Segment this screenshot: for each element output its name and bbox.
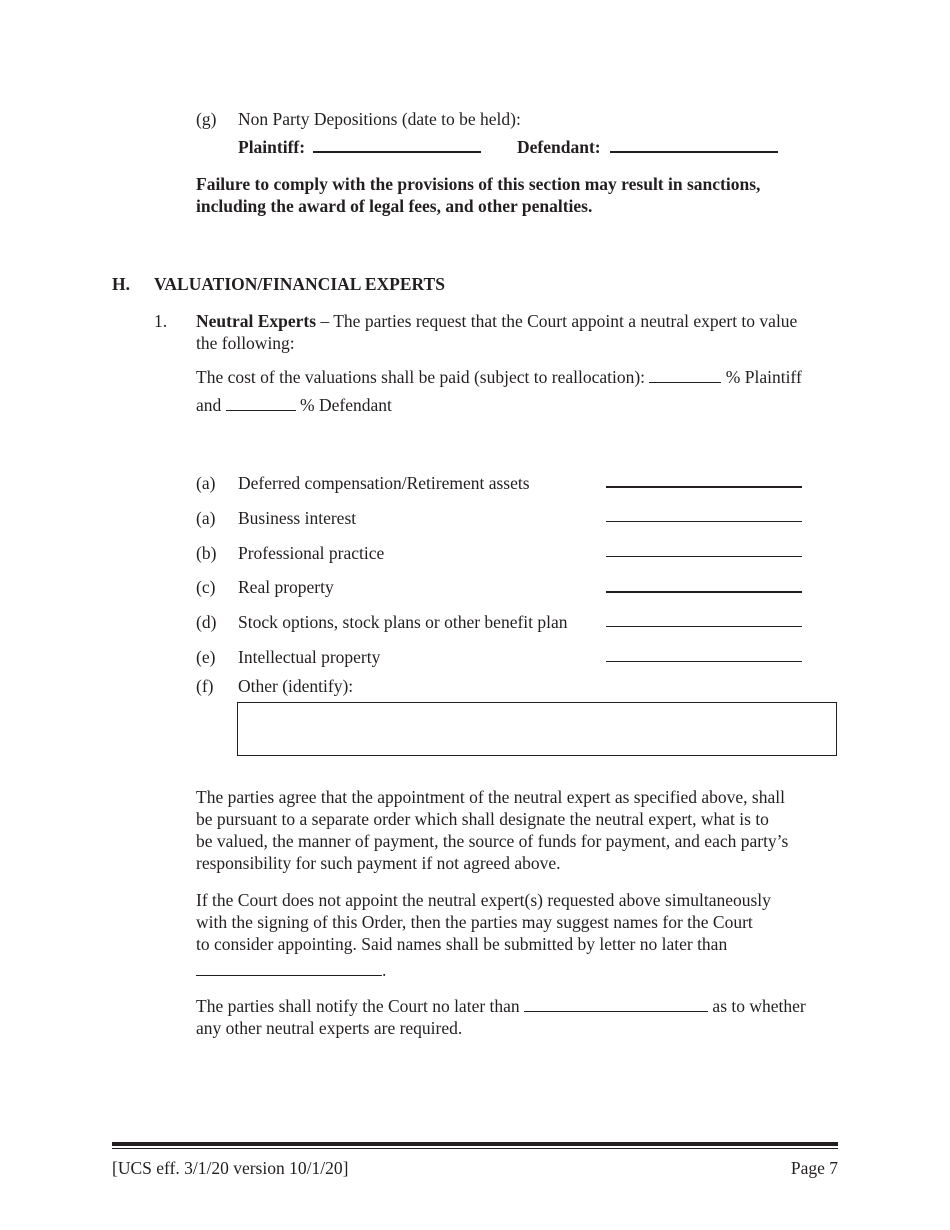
asset-field-intellectual-property[interactable] [606,661,802,662]
defendant-percent-field[interactable] [226,395,296,411]
notify-deadline-field[interactable] [524,996,708,1012]
agree-line: The parties agree that the appointment of the neutral expert as specified above, shall [196,787,785,807]
asset-field-business-interest[interactable] [606,521,802,522]
section-g-label: (g) [196,109,217,129]
plaintiff-percent-field[interactable] [649,367,721,383]
footer-rule-thin [112,1148,838,1149]
section-h-letter: H. [112,274,130,294]
agree-line: be valued, the manner of payment, the source of funds for payment, and each party’s [196,831,789,851]
asset-text-deferred-compensation: Deferred compensation/Retirement assets [238,473,530,493]
asset-text-other: Other (identify): [238,676,354,696]
neutral-experts-line1 [196,310,797,332]
cost-text: The cost of the valuations shall be paid (subject to reallocation): [196,367,646,387]
defendant-label: Defendant: [517,137,601,157]
cost-plaintiff-text: % Plaintiff [725,367,802,387]
asset-field-real-property[interactable] [606,591,802,593]
appoint-deadline-row [196,959,386,981]
asset-label: (a) [196,473,216,493]
asset-field-deferred-compensation[interactable] [606,486,802,488]
section-g-title: Non Party Depositions (date to be held): [238,109,521,129]
asset-label: (a) [196,508,216,528]
cost-line2 [196,394,392,416]
asset-text-intellectual-property: Intellectual property [238,647,381,667]
asset-label: (b) [196,543,217,563]
plaintiff-date-field[interactable] [313,138,481,153]
footer-version: [UCS eff. 3/1/20 version 10/1/20] [112,1158,349,1178]
cost-line1 [196,366,802,388]
plaintiff-label: Plaintiff: [238,137,306,157]
submission-deadline-field[interactable] [196,960,382,976]
other-identify-input[interactable] [237,702,837,756]
cost-and-text: and [196,395,222,415]
page-number: Page 7 [790,1158,838,1178]
sanctions-warning-line1: Failure to comply with the provisions of this section may result in sanctions, [196,174,761,194]
asset-label: (d) [196,612,217,632]
notify-text-part1: The parties shall notify the Court no later than [196,996,520,1016]
item-number: 1. [154,311,168,331]
asset-label: (e) [196,647,216,667]
notify-line1 [196,995,806,1017]
appoint-end-period: . [382,960,387,980]
sanctions-warning-line2: including the award of legal fees, and other penalties. [196,196,593,216]
asset-text-business-interest: Business interest [238,508,357,528]
neutral-experts-line2: the following: [196,333,295,353]
asset-field-stock-options[interactable] [606,626,802,627]
asset-label: (f) [196,676,214,696]
agree-line: be pursuant to a separate order which shall designate the neutral expert, what is to [196,809,769,829]
footer-rule-thick [112,1142,838,1146]
asset-label: (c) [196,577,216,597]
neutral-experts-title: Neutral Experts [196,311,317,331]
section-h-heading: VALUATION/FINANCIAL EXPERTS [154,274,445,294]
neutral-experts-text: – The parties request that the Court appoint a neutral expert to value [316,311,798,331]
asset-text-real-property: Real property [238,577,334,597]
agree-line: responsibility for such payment if not agreed above. [196,853,561,873]
asset-text-stock-options: Stock options, stock plans or other benefit plan [238,612,568,632]
cost-defendant-text: % Defendant [300,395,392,415]
notify-line2: any other neutral experts are required. [196,1018,463,1038]
defendant-date-field[interactable] [610,138,778,153]
asset-field-professional-practice[interactable] [606,556,802,557]
appoint-line: If the Court does not appoint the neutral expert(s) requested above simultaneously [196,890,771,910]
asset-text-professional-practice: Professional practice [238,543,385,563]
appoint-line: with the signing of this Order, then the parties may suggest names for the Court [196,912,753,932]
notify-text-part2: as to whether [712,996,806,1016]
appoint-line: to consider appointing. Said names shall be submitted by letter no later than [196,934,728,954]
